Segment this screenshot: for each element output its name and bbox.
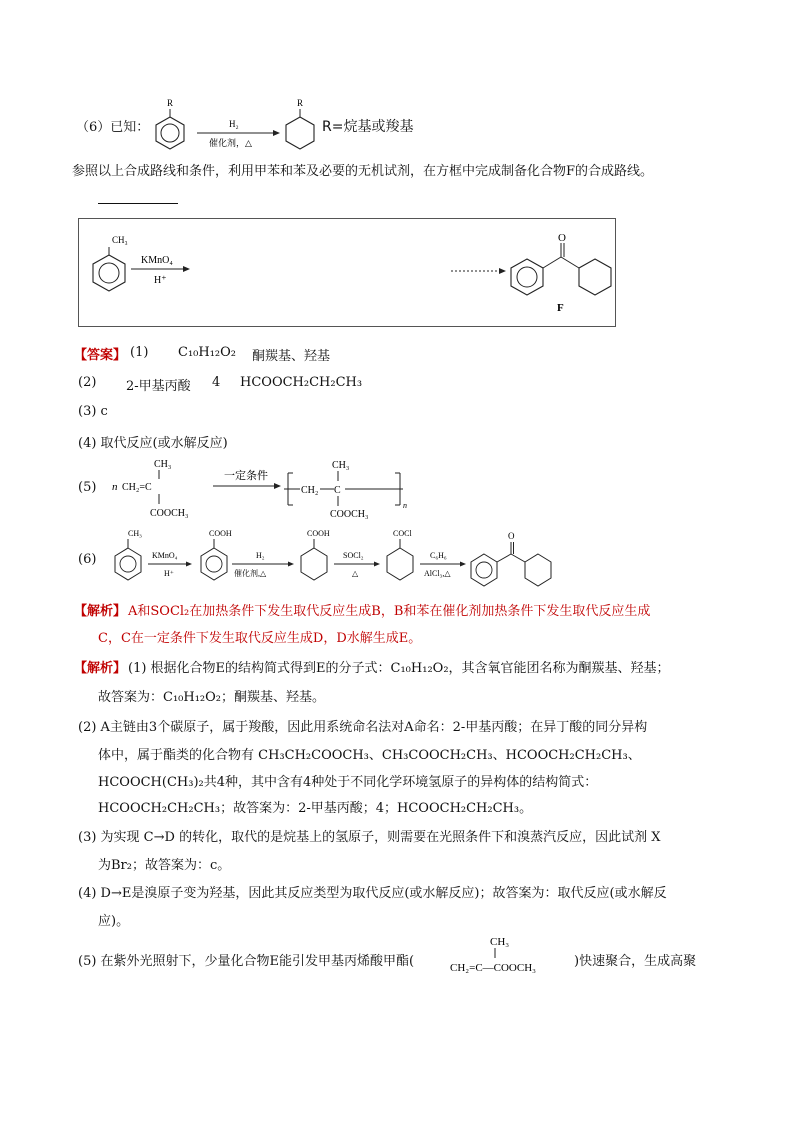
mma-ch3: CH₃	[490, 936, 510, 948]
a5-cooch3: COOCH₃	[150, 508, 189, 519]
a6-cooh2: COOH	[307, 529, 330, 538]
analysis1-line1: A和SOCl₂在加热条件下发生取代反应生成B，B和苯在催化剂加热条件下发生取代反应生成	[128, 604, 651, 619]
r-label-1: R	[167, 98, 174, 108]
a5-p-ch2: CH₂	[301, 485, 319, 496]
analysis2-l1: (1) 根据化合物E的结构简式得到E的分子式：C₁₀H₁₂O₂，其含氧官能团名称为酮羰基、羟基；	[128, 661, 670, 676]
mma-formula: CH₂=C—COOCH₃	[450, 962, 536, 974]
a5-cond: 一定条件	[224, 470, 268, 482]
q6-instruction: 参照以上合成路线和条件，利用甲苯和苯及必要的无机试剂，在方框中完成制备化合物F的合成路线。	[72, 164, 654, 179]
analysis2-l11a: (5) 在紫外光照射下，少量化合物E能引发甲基丙烯酸甲酯(	[78, 954, 415, 969]
analysis1-line2: C，C在一定条件下发生取代反应生成D，D水解生成E。	[98, 631, 422, 646]
a6-route	[108, 526, 558, 590]
a5-p-cooch3: COOCH₃	[330, 509, 369, 520]
cond-cat: 催化剂，△	[209, 138, 252, 148]
a6-delta: △	[352, 569, 359, 578]
analysis2-tag: 【解析】	[74, 661, 127, 676]
a5-sub-n: n	[403, 501, 407, 510]
a6-c6h6: C₆H₆	[430, 551, 447, 560]
a5-ch2c: CH₂=C	[122, 482, 152, 493]
a5-p-c: C	[334, 485, 341, 496]
q6-label: （6）已知：	[76, 120, 150, 135]
cond-h2: H₂	[229, 119, 239, 129]
answer-tag: 【答案】	[74, 348, 127, 363]
a6-alcl3: AlCl₃,△	[424, 569, 451, 578]
r-label-2: R	[297, 98, 304, 108]
arrow-icon	[273, 130, 280, 136]
compound-f-label: F	[557, 302, 564, 314]
analysis2-l2: 故答案为：C₁₀H₁₂O₂；酮羰基、羟基。	[98, 690, 325, 705]
a6-socl2: SOCl₂	[343, 551, 364, 560]
answer-blank	[98, 203, 178, 204]
a2-num: (2)	[78, 375, 97, 390]
a2-formula: HCOOCH₂CH₂CH₃	[240, 375, 363, 390]
analysis2-l6: HCOOCH₂CH₂CH₃；故答案为：2-甲基丙酸；4；HCOOCH₂CH₂CH₃。	[98, 801, 533, 816]
analysis2-l9: (4) D→E是溴原子变为羟基，因此其反应类型为取代反应(或水解反应)；故答案为：取代反应(或水解反	[78, 886, 667, 901]
kmno4-label: KMnO₄	[141, 255, 173, 266]
a6-cocl: COCl	[393, 529, 412, 538]
a5-ch3: CH₃	[154, 459, 172, 470]
benzene-ring-icon	[156, 117, 184, 149]
a4: (4) 取代反应(或水解反应)	[78, 436, 228, 451]
a6-kmno4: KMnO₄	[152, 551, 178, 560]
a6-h2: H₂	[256, 551, 265, 560]
a6-num: (6)	[78, 552, 97, 567]
analysis2-l11b: )快速聚合，生成高聚	[574, 954, 697, 969]
analysis2-l3: (2) A主链由3个碳原子，属于羧酸，因此用系统命名法对A命名：2-甲基丙酸；在异丁酸的同分异构	[78, 720, 648, 735]
h-plus-label: H⁺	[154, 275, 167, 286]
cyclohexane-ring-icon	[286, 117, 314, 149]
cyclohexyl-ring-icon	[579, 259, 611, 295]
a1-groups: 酮羰基、羟基	[252, 349, 331, 364]
a6-h: H⁺	[164, 569, 174, 578]
a1-num: (1)	[130, 345, 149, 360]
phenyl-ring-icon	[511, 259, 543, 295]
toluene-ring-icon	[93, 255, 125, 291]
mma-structure	[448, 932, 574, 974]
r-note: R=烷基或羧基	[322, 119, 414, 135]
a2-name: 2-甲基丙酸	[126, 379, 191, 394]
box-scheme	[79, 219, 615, 326]
carbonyl-o: O	[558, 232, 566, 244]
toluene-ch3: CH₃	[112, 235, 128, 245]
analysis2-l7: (3) 为实现 C→D 的转化，取代的是烷基上的氢原子，则需要在光照条件下和溴蒸汽反应，因此试剂 X	[78, 830, 661, 845]
arrow-icon	[183, 266, 190, 272]
a1-formula: C₁₀H₁₂O₂	[178, 345, 236, 360]
analysis2-l4: 体中，属于酯类的化合物有 CH₃CH₂COOCH₃、CH₃COOCH₂CH₃、HCOOCH₂CH₂CH₃、	[98, 748, 641, 763]
analysis2-l5: HCOOCH(CH₃)₂共4种，其中含有4种处于不同化学环境氢原子的异构体的结构简式：	[98, 775, 598, 790]
a5-n: n	[112, 481, 118, 493]
a6-cat: 催化剂,△	[234, 569, 267, 578]
a6-cooh1: COOH	[209, 529, 232, 538]
a5-num: (5)	[78, 480, 97, 495]
a5-p-ch3: CH₃	[332, 460, 350, 471]
analysis2-l8: 为Br₂；故答案为：c。	[98, 858, 231, 873]
a3: (3) c	[78, 404, 108, 419]
a6-o: O	[508, 531, 515, 541]
analysis1-tag: 【解析】	[74, 604, 127, 619]
a6-ch3: CH₃	[128, 529, 142, 538]
arrow-icon	[274, 483, 281, 489]
a5-equation	[108, 455, 413, 523]
synthesis-box	[78, 218, 616, 327]
analysis2-l10: 应)。	[98, 914, 130, 929]
a2-count: 4	[212, 375, 221, 390]
dotted-arrow-icon	[499, 268, 506, 274]
